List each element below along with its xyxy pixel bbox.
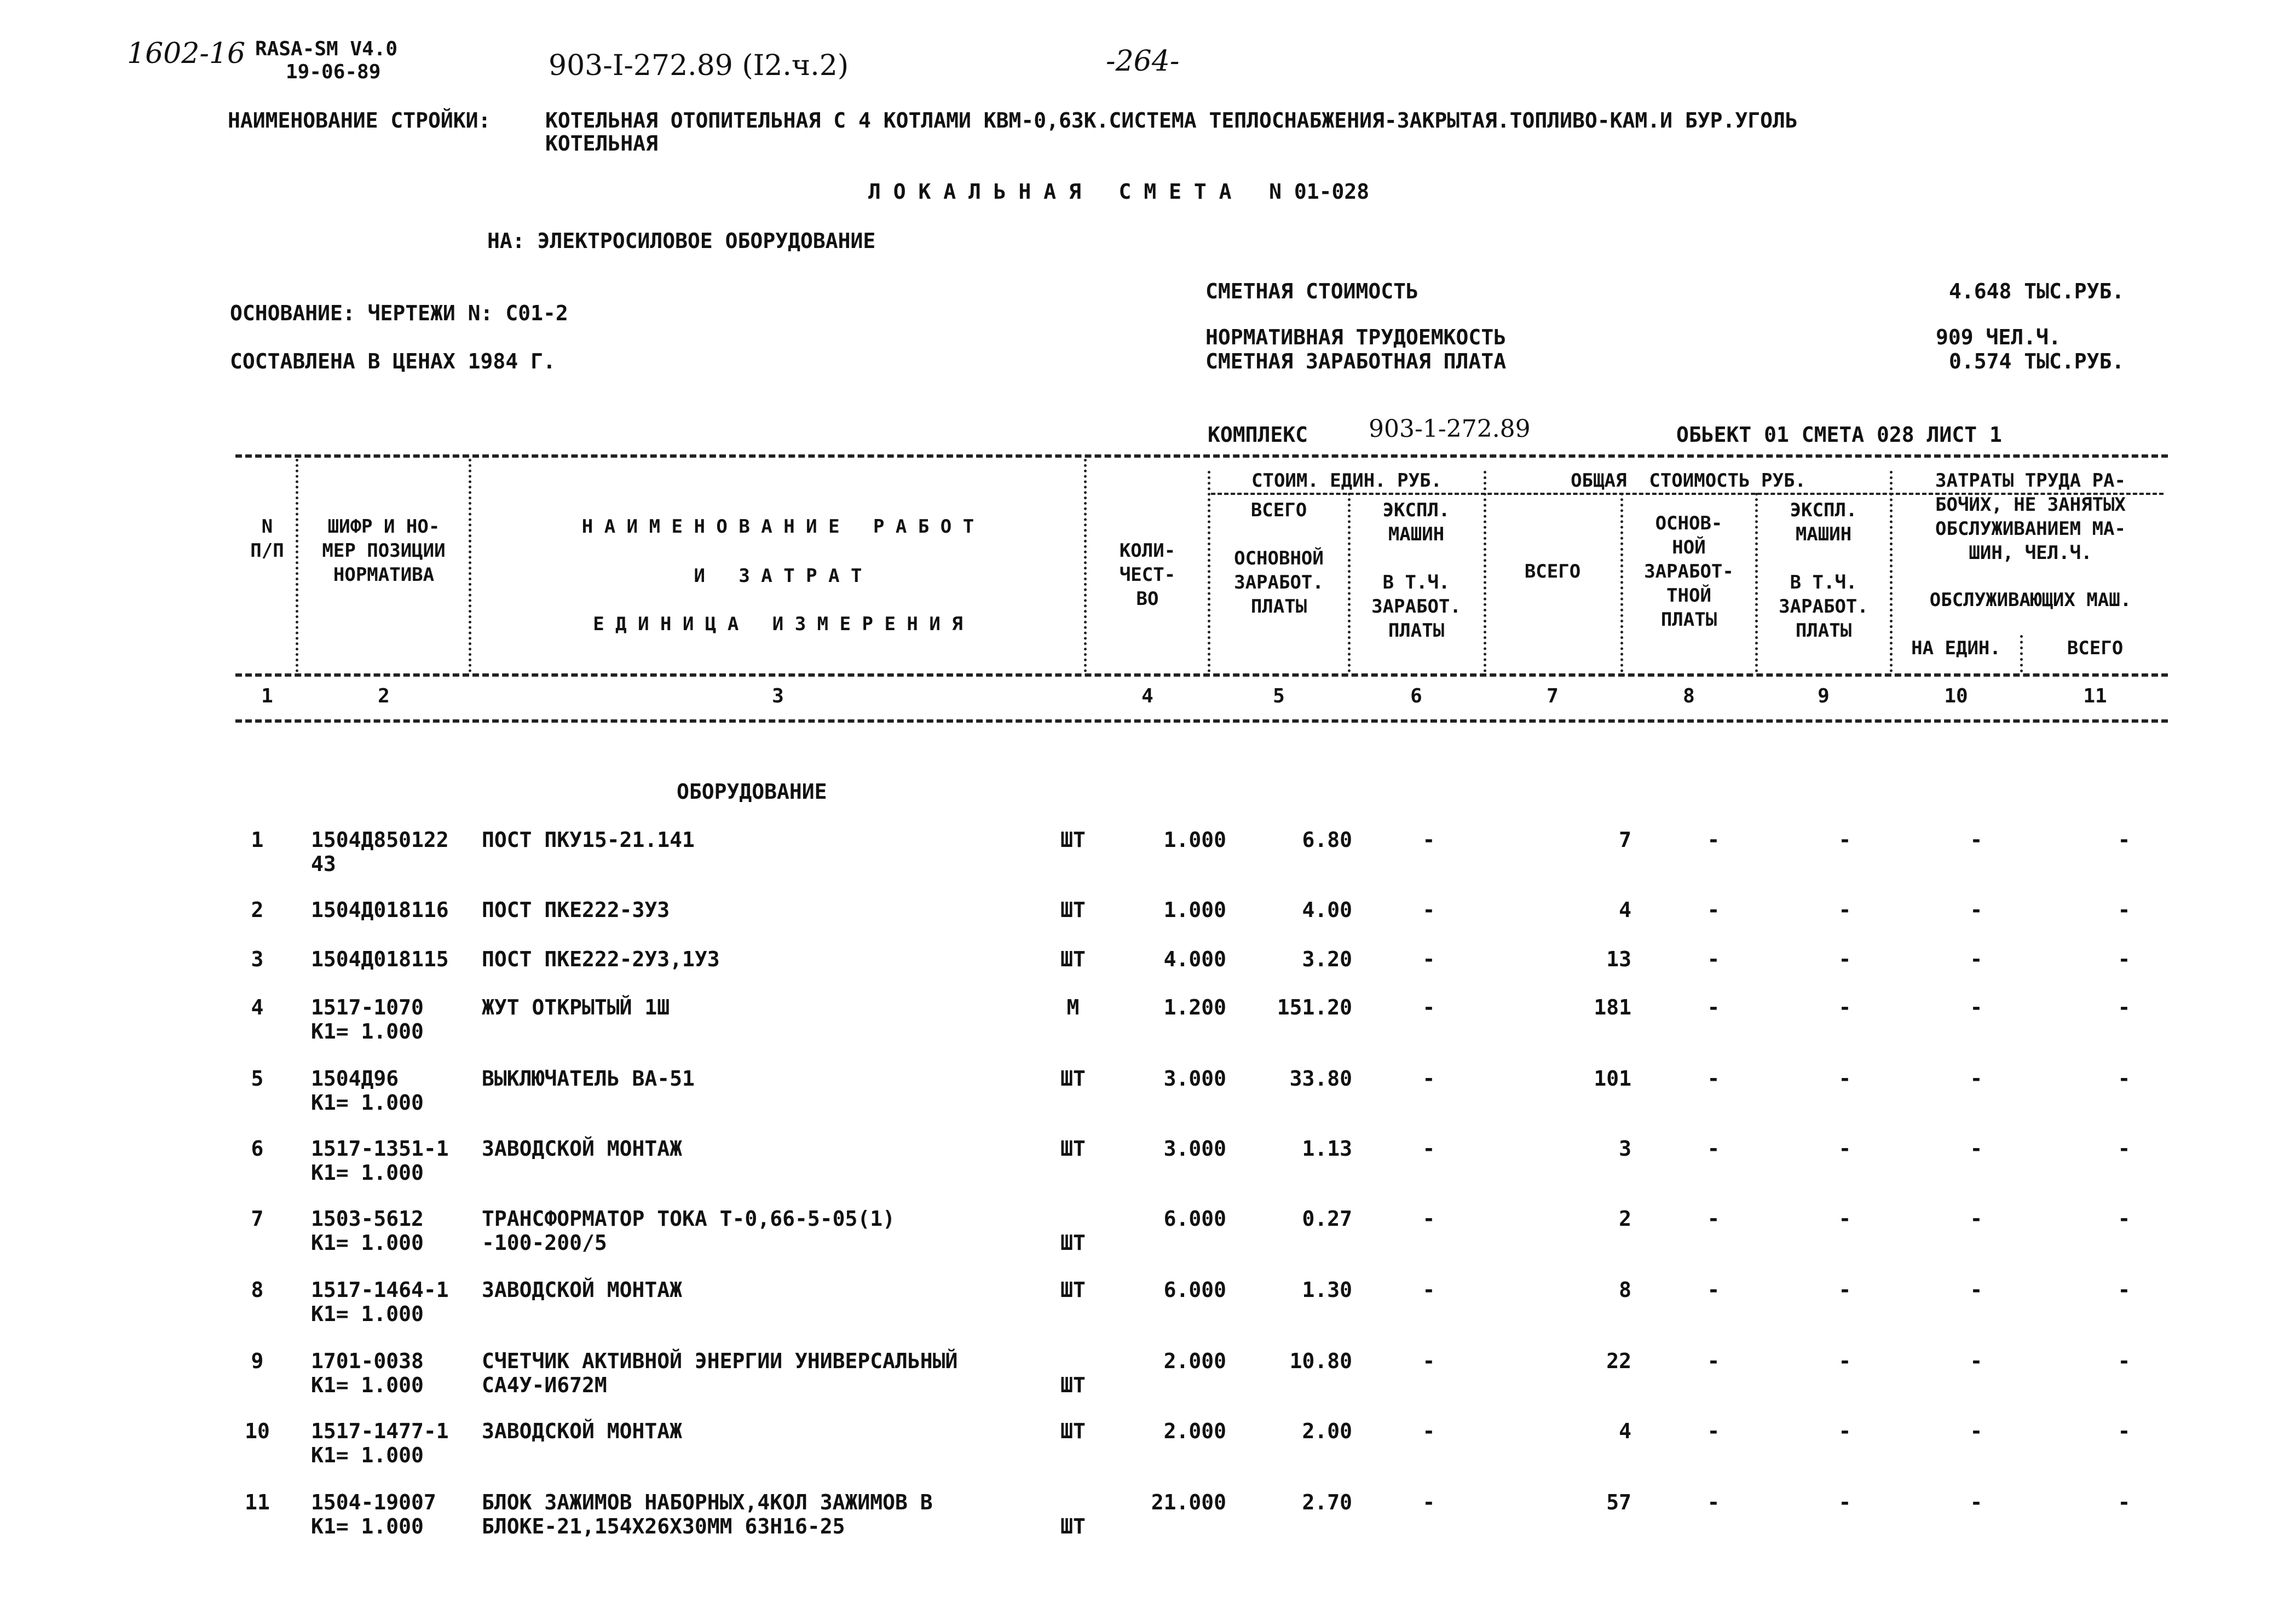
header-col-8: ОСНОВ- НОЙ ЗАРАБОТ- ТНОЙ ПЛАТЫ: [1644, 512, 1734, 631]
column-divider: [1755, 493, 1758, 672]
cell-unit-price: 6.80: [1302, 828, 1352, 852]
project-code: 903-I-272.89 (I2.ч.2): [549, 49, 849, 82]
cell-total: 13: [1606, 947, 1631, 971]
cell-quantity: 6.000: [1163, 1207, 1226, 1231]
cell-unit: ШТ: [1060, 1231, 1086, 1255]
complex-label: КОМПЛЕКС: [1208, 423, 1308, 447]
summary-value-wages: 0.574 ТЫС.РУБ.: [1949, 349, 2125, 373]
cell-quantity: 4.000: [1163, 947, 1226, 971]
header-col-9: ЭКСПЛ. МАШИН В Т.Ч. ЗАРАБОТ. ПЛАТЫ: [1779, 499, 1868, 642]
column-number: 11: [2083, 685, 2107, 707]
cell-machine-wage: -: [1838, 828, 1851, 852]
cell-number: 2: [251, 898, 264, 922]
cell-labor-per-unit: -: [1970, 828, 1983, 852]
column-divider: [1890, 471, 1893, 672]
header-col-4: КОЛИ- ЧЕСТ- ВО: [1119, 540, 1176, 610]
cell-labor-per-unit: -: [1970, 1419, 1983, 1443]
cell-total: 57: [1606, 1490, 1631, 1514]
cell-base-wage: -: [1707, 995, 1720, 1019]
construction-line-1: КОТЕЛЬНАЯ ОТОПИТЕЛЬНАЯ С 4 КОТЛАМИ КВМ-0,63К.СИСТЕМА ТЕПЛОСНАБЖЕНИЯ-ЗАКРЫТАЯ.ТОПЛИВО-КАМ.И БУР.УГОЛЬ: [545, 108, 1798, 132]
cell-code: 1503-5612 К1= 1.000: [311, 1207, 424, 1255]
cell-name: ПОСТ ПКЕ222-2У3,1У3: [482, 947, 720, 971]
header-col-5: ВСЕГО ОСНОВНОЙ ЗАРАБОТ. ПЛАТЫ: [1234, 499, 1324, 618]
cell-unit: ШТ: [1060, 1419, 1086, 1443]
cell-labor-per-unit: -: [1970, 898, 1983, 922]
cell-unit-price: 1.13: [1302, 1137, 1352, 1161]
cell-unit: ШТ: [1060, 828, 1086, 852]
cell-machine-wage: -: [1838, 1419, 1851, 1443]
column-divider: [296, 459, 298, 672]
header-col-7: ВСЕГО: [1524, 561, 1581, 583]
cell-base-wage: -: [1707, 1490, 1720, 1514]
cell-labor-total: -: [2118, 1349, 2131, 1373]
cell-labor-per-unit: -: [1970, 995, 1983, 1019]
cell-labor-total: -: [2118, 1419, 2131, 1443]
cell-unit: ШТ: [1060, 1278, 1086, 1302]
cell-code: 1504Д96 К1= 1.000: [311, 1066, 424, 1115]
table-top-rule: [235, 454, 2168, 458]
cell-name: БЛОК ЗАЖИМОВ НАБОРНЫХ,4КОЛ ЗАЖИМОВ В БЛОКЕ-21,154Х26Х30ММ 63Н16-25: [482, 1490, 933, 1538]
cell-quantity: 1.000: [1163, 898, 1226, 922]
summary-value-cost: 4.648 ТЫС.РУБ.: [1949, 279, 2125, 303]
cell-code: 1504Д018116: [311, 898, 449, 922]
column-number: 2: [378, 685, 390, 707]
cell-code: 1504-19007 К1= 1.000: [311, 1490, 436, 1538]
column-divider: [1620, 493, 1623, 672]
cell-name: ЗАВОДСКОЙ МОНТАЖ: [482, 1137, 683, 1161]
cell-machine-wage: -: [1838, 1278, 1851, 1302]
cell-total: 4: [1619, 898, 1631, 922]
cell-total: 101: [1594, 1066, 1631, 1091]
construction-label: НАИМЕНОВАНИЕ СТРОЙКИ:: [228, 108, 491, 132]
header-labor-subtitle: ОБСЛУЖИВАЮЩИХ МАШ.: [1929, 589, 2132, 611]
cell-unit-price: 1.30: [1302, 1278, 1352, 1302]
cell-unit: М: [1066, 995, 1080, 1019]
cell-base-wage: -: [1707, 1137, 1720, 1161]
cell-total: 8: [1619, 1278, 1631, 1302]
cell-labor-per-unit: -: [1970, 947, 1983, 971]
cell-unit: ШТ: [1060, 1373, 1086, 1397]
cell-base-wage: -: [1707, 1207, 1720, 1231]
cell-total: 22: [1606, 1349, 1631, 1373]
cell-name: ЖУТ ОТКРЫТЫЙ 1Ш: [482, 995, 670, 1019]
print-date: 19-06-89: [286, 61, 381, 83]
cell-unit: ШТ: [1060, 1066, 1086, 1091]
cell-labor-total: -: [2118, 1278, 2131, 1302]
cell-number: 6: [251, 1137, 264, 1161]
cell-total: 7: [1619, 828, 1631, 852]
header-col-2: ШИФР И НО- МЕР ПОЗИЦИИ НОРМАТИВА: [322, 516, 446, 586]
cell-quantity: 6.000: [1163, 1278, 1226, 1302]
cell-name: ПОСТ ПКУ15-21.141: [482, 828, 695, 852]
cell-unit-price: 2.00: [1302, 1419, 1352, 1443]
cell-base-wage: -: [1707, 1066, 1720, 1091]
cell-unit: ШТ: [1060, 1514, 1086, 1538]
header-col-10: НА ЕДИН.: [1911, 637, 2001, 659]
cell-labor-total: -: [2118, 828, 2131, 852]
header-col-11: ВСЕГО: [2067, 637, 2124, 659]
cell-quantity: 2.000: [1163, 1349, 1226, 1373]
cell-quantity: 2.000: [1163, 1419, 1226, 1443]
cell-base-wage: -: [1707, 947, 1720, 971]
summary-label-cost: СМЕТНАЯ СТОИМОСТЬ: [1205, 279, 1418, 303]
cell-quantity: 1.000: [1163, 828, 1226, 852]
header-col-3-line-3: Е Д И Н И Ц А И З М Е Р Е Н И Я: [593, 613, 963, 635]
column-divider: [469, 459, 471, 672]
cell-total: 4: [1619, 1419, 1631, 1443]
cell-labor-total: -: [2118, 1137, 2131, 1161]
cell-unit: ШТ: [1060, 947, 1086, 971]
summary-value-labor: 909 ЧЕЛ.Ч.: [1936, 325, 2061, 349]
cell-code: 1517-1464-1 К1= 1.000: [311, 1278, 449, 1326]
summary-label-labor: НОРМАТИВНАЯ ТРУДОЕМКОСТЬ: [1205, 325, 1507, 349]
header-col-6: ЭКСПЛ. МАШИН В Т.Ч. ЗАРАБОТ. ПЛАТЫ: [1371, 499, 1461, 642]
program-version: RASA-SM V4.0: [255, 38, 398, 60]
cell-unit: ШТ: [1060, 1137, 1086, 1161]
cell-machines: -: [1422, 947, 1435, 971]
basis-drawings: ОСНОВАНИЕ: ЧЕРТЕЖИ N: С01-2: [230, 301, 568, 325]
cell-machines: -: [1422, 1066, 1435, 1091]
cell-machine-wage: -: [1838, 898, 1851, 922]
column-number: 1: [261, 685, 273, 707]
cell-quantity: 21.000: [1151, 1490, 1226, 1514]
cell-labor-total: -: [2118, 1207, 2131, 1231]
cell-base-wage: -: [1707, 1349, 1720, 1373]
cell-labor-per-unit: -: [1970, 1066, 1983, 1091]
cell-name: ЗАВОДСКОЙ МОНТАЖ: [482, 1419, 683, 1443]
cell-unit-price: 2.70: [1302, 1490, 1352, 1514]
header-col-3-line-1: Н А И М Е Н О В А Н И Е Р А Б О Т: [581, 516, 974, 538]
cell-machines: -: [1422, 995, 1435, 1019]
cell-number: 3: [251, 947, 264, 971]
cell-labor-total: -: [2118, 995, 2131, 1019]
column-number: 4: [1141, 685, 1153, 707]
cell-machines: -: [1422, 898, 1435, 922]
cell-unit-price: 151.20: [1277, 995, 1352, 1019]
cell-code: 1504Д018115: [311, 947, 449, 971]
header-col-3-line-2: И З А Т Р А Т: [694, 565, 862, 587]
section-title: ОБОРУДОВАНИЕ: [677, 780, 827, 804]
cell-machine-wage: -: [1838, 1349, 1851, 1373]
column-number: 10: [1944, 685, 1968, 707]
cell-total: 2: [1619, 1207, 1631, 1231]
cell-code: 1701-0038 К1= 1.000: [311, 1349, 424, 1397]
cell-name: СЧЕТЧИК АКТИВНОЙ ЭНЕРГИИ УНИВЕРСАЛЬНЫЙ СА4У-И672М: [482, 1349, 958, 1397]
column-number: 7: [1547, 685, 1559, 707]
cell-total: 3: [1619, 1137, 1631, 1161]
cell-number: 11: [245, 1490, 270, 1514]
column-divider: [1484, 471, 1486, 672]
column-divider: [2020, 635, 2023, 672]
cell-code: 1517-1070 К1= 1.000: [311, 995, 424, 1043]
cell-quantity: 1.200: [1163, 995, 1226, 1019]
column-number: 6: [1410, 685, 1422, 707]
cell-base-wage: -: [1707, 1419, 1720, 1443]
estimate-title: Л О К А Л Ь Н А Я С М Е Т А N 01-028: [868, 180, 1370, 204]
cell-name: ВЫКЛЮЧАТЕЛЬ ВА-51: [482, 1066, 695, 1091]
cell-number: 7: [251, 1207, 264, 1231]
cell-unit-price: 10.80: [1289, 1349, 1352, 1373]
cell-quantity: 3.000: [1163, 1066, 1226, 1091]
cell-code: 1504Д850122 43: [311, 828, 449, 876]
header-labor-title: ЗАТРАТЫ ТРУДА РА- БОЧИХ, НЕ ЗАНЯТЫХ ОБСЛУЖИВАНИЕМ МА- ШИН, ЧЕЛ.Ч.: [1935, 470, 2126, 564]
cell-number: 1: [251, 828, 264, 852]
header-col-1: N П/П: [250, 516, 284, 562]
page-number: -264-: [1106, 45, 1180, 78]
cell-machines: -: [1422, 1137, 1435, 1161]
cell-number: 5: [251, 1066, 264, 1091]
cell-name: ПОСТ ПКЕ222-3У3: [482, 898, 670, 922]
column-divider: [1084, 459, 1087, 672]
construction-line-2: КОТЕЛЬНАЯ: [545, 131, 658, 155]
column-number: 3: [772, 685, 784, 707]
column-number: 8: [1683, 685, 1695, 707]
cell-code: 1517-1351-1 К1= 1.000: [311, 1137, 449, 1185]
cell-name: ЗАВОДСКОЙ МОНТАЖ: [482, 1278, 683, 1302]
cell-machine-wage: -: [1838, 1066, 1851, 1091]
cell-labor-per-unit: -: [1970, 1278, 1983, 1302]
object-sheet: ОБЬЕКТ 01 СМЕТА 028 ЛИСТ 1: [1676, 423, 2002, 447]
cell-base-wage: -: [1707, 898, 1720, 922]
price-basis: СОСТАВЛЕНА В ЦЕНАХ 1984 Г.: [230, 349, 556, 373]
cell-labor-total: -: [2118, 898, 2131, 922]
complex-code: 903-1-272.89: [1369, 415, 1531, 443]
cell-unit: ШТ: [1060, 898, 1086, 922]
table-numbers-rule: [235, 719, 2168, 723]
estimate-subject: НА: ЭЛЕКТРОСИЛОВОЕ ОБОРУДОВАНИЕ: [487, 229, 876, 253]
cell-number: 4: [251, 995, 264, 1019]
column-number: 5: [1273, 685, 1285, 707]
cell-machine-wage: -: [1838, 995, 1851, 1019]
cell-labor-per-unit: -: [1970, 1490, 1983, 1514]
cell-unit-price: 0.27: [1302, 1207, 1352, 1231]
cell-machines: -: [1422, 1419, 1435, 1443]
cell-code: 1517-1477-1 К1= 1.000: [311, 1419, 449, 1467]
header-total-cost-title: ОБЩАЯ СТОИМОСТЬ РУБ.: [1571, 470, 1806, 492]
handwritten-sheet-id: 1602-16: [127, 37, 246, 70]
cell-unit-price: 3.20: [1302, 947, 1352, 971]
cell-machines: -: [1422, 1349, 1435, 1373]
cell-unit-price: 33.80: [1289, 1066, 1352, 1091]
cell-labor-per-unit: -: [1970, 1207, 1983, 1231]
cell-quantity: 3.000: [1163, 1137, 1226, 1161]
cell-name: ТРАНСФОРМАТОР ТОКА Т-0,66-5-05(1) -100-200/5: [482, 1207, 895, 1255]
cell-labor-per-unit: -: [1970, 1137, 1983, 1161]
cell-machine-wage: -: [1838, 1207, 1851, 1231]
header-unit-cost-title: СТОИМ. ЕДИН. РУБ.: [1251, 470, 1442, 492]
table-header-rule: [235, 673, 2168, 677]
summary-label-wages: СМЕТНАЯ ЗАРАБОТНАЯ ПЛАТА: [1205, 349, 1507, 373]
cell-number: 9: [251, 1349, 264, 1373]
cell-base-wage: -: [1707, 828, 1720, 852]
cell-base-wage: -: [1707, 1278, 1720, 1302]
cell-machines: -: [1422, 1278, 1435, 1302]
cell-machine-wage: -: [1838, 1490, 1851, 1514]
cell-machines: -: [1422, 828, 1435, 852]
cell-total: 181: [1594, 995, 1631, 1019]
cell-number: 8: [251, 1278, 264, 1302]
cell-unit-price: 4.00: [1302, 898, 1352, 922]
cell-machine-wage: -: [1838, 947, 1851, 971]
cell-machine-wage: -: [1838, 1137, 1851, 1161]
cell-number: 10: [245, 1419, 270, 1443]
column-number: 9: [1818, 685, 1830, 707]
cell-labor-total: -: [2118, 1066, 2131, 1091]
cell-machines: -: [1422, 1207, 1435, 1231]
column-divider: [1208, 471, 1210, 672]
cell-labor-total: -: [2118, 1490, 2131, 1514]
cell-labor-total: -: [2118, 947, 2131, 971]
cell-labor-per-unit: -: [1970, 1349, 1983, 1373]
cell-machines: -: [1422, 1490, 1435, 1514]
